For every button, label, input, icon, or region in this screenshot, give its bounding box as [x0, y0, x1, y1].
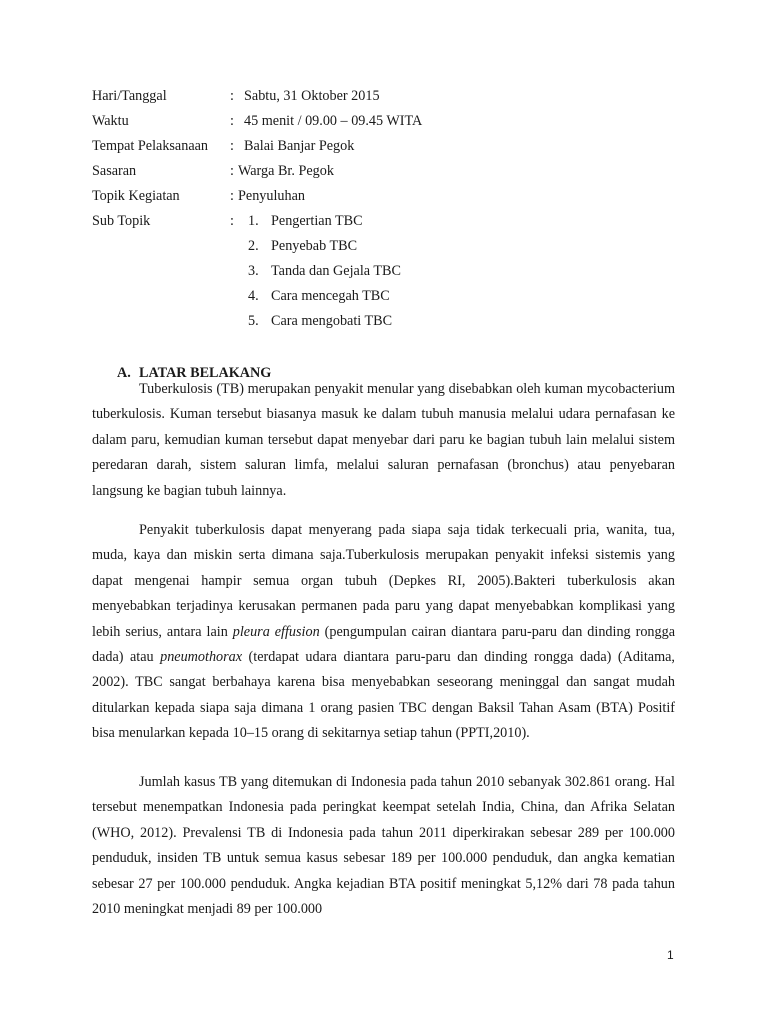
info-colon: :	[230, 163, 234, 179]
section-letter: A.	[117, 365, 131, 381]
info-label: Sub Topik	[92, 213, 151, 229]
italic-term: pleura effusion	[232, 623, 320, 640]
sub-topic-list	[92, 211, 692, 336]
list-text: Cara mencegah TBC	[271, 288, 390, 304]
info-value: Penyuluhan	[238, 188, 305, 204]
info-value: Sabtu, 31 Oktober 2015	[244, 88, 380, 104]
list-item	[92, 311, 692, 336]
info-row-venue	[92, 136, 692, 161]
info-colon: :	[230, 213, 234, 229]
list-item	[92, 211, 692, 236]
info-value: 45 menit / 09.00 – 09.45 WITA	[244, 113, 423, 129]
paragraph-background-1	[92, 377, 675, 504]
list-item	[92, 236, 692, 261]
paragraph-text: Jumlah kasus TB yang ditemukan di Indonesia pada tahun 2010 sebanyak 302.861 orang. Hal tersebut menempatkan Indonesia pada peringkat keempat setelah India, China, dan Afrika Selatan (WHO, 2012). Prevalensi TB di Indonesia pada tahun 2011 diperkirakan sebesar 289 per 100.000 penduduk, insiden TB untuk semua kasus sebesar 189 per 100.000 penduduk, dan angka kematian sebesar 27 per 100.000 penduduk. Angka kejadian BTA positif meningkat 5,12% dari 78 pada tahun 2010 meningkat menjadi 89 per 100.000	[92, 774, 675, 918]
page-number: 1	[667, 948, 674, 962]
paragraph-background-3	[92, 770, 675, 922]
activity-info-table	[92, 86, 692, 329]
info-colon: :	[230, 88, 234, 104]
info-row-target	[92, 161, 692, 186]
list-text: Penyebab TBC	[271, 238, 358, 254]
info-colon: :	[230, 113, 234, 129]
info-label: Sasaran	[92, 163, 137, 179]
info-value: Warga Br. Pegok	[238, 163, 334, 179]
info-row-date	[92, 86, 692, 111]
list-text: Pengertian TBC	[271, 213, 363, 229]
paragraph-text: Penyakit tuberkulosis dapat menyerang pada siapa saja tidak terkecuali pria, wanita, tua, muda, kaya dan miskin serta dimana saja.Tuberkulosis merupakan penyakit infeksi sistemis yang dapat mengenai hampir semua organ tubuh (Depkes RI, 2005).Bakteri tuberkulosis akan menyebabkan terjadinya kerusakan permanen pada paru yang dapat menyebabkan komplikasi yang lebih serius, antara lain	[92, 522, 675, 640]
list-text: Cara mengobati TBC	[271, 313, 393, 329]
paragraph-text: (pengumpulan cairan diantara paru-paru dan dinding rongga dada) atau	[92, 623, 675, 666]
list-number: 3.	[248, 263, 259, 279]
info-label: Waktu	[92, 113, 129, 129]
paragraph-text: Tuberkulosis (TB) merupakan penyakit menular yang disebabkan oleh kuman mycobacterium tuberkulosis. Kuman tersebut biasanya masuk ke dalam tubuh manusia melalui udara pernafasan ke dalam paru, kemudian kuman tersebut dapat menyebar dari paru ke bagian tubuh lain melalui sistem peredaran darah, sistem saluran limfa, melalui saluran pernafasan (bronchus) atau penyebaran langsung ke bagian tubuh lainnya.	[92, 381, 675, 499]
list-number: 1.	[248, 213, 259, 229]
info-value: Balai Banjar Pegok	[244, 138, 355, 154]
info-colon: :	[230, 138, 234, 154]
list-number: 5.	[248, 313, 259, 329]
list-item	[92, 261, 692, 286]
info-row-time	[92, 111, 692, 136]
info-label: Hari/Tanggal	[92, 88, 167, 104]
info-colon: :	[230, 188, 234, 204]
italic-term: pneumothorax	[160, 649, 243, 666]
list-text: Tanda dan Gejala TBC	[271, 263, 401, 279]
info-row-topic	[92, 186, 692, 211]
list-item	[92, 286, 692, 311]
paragraph-background-2	[92, 518, 675, 747]
info-label: Tempat Pelaksanaan	[92, 138, 209, 154]
list-number: 2.	[248, 238, 259, 254]
list-number: 4.	[248, 288, 259, 304]
section-title: LATAR BELAKANG	[139, 365, 272, 381]
paragraph-text: (terdapat udara diantara paru-paru dan dinding rongga dada) (Aditama, 2002). TBC sangat berbahaya karena bisa menyebabkan seseorang meninggal dan sangat mudah ditularkan kepada siapa saja dimana 1 orang pasien TBC dengan Baksil Tahan Asam (BTA) Positif bisa menularkan kepada 10–15 orang di sekitarnya setiap tahun (PPTI,2010).	[92, 649, 675, 742]
info-label: Topik Kegiatan	[92, 188, 180, 204]
